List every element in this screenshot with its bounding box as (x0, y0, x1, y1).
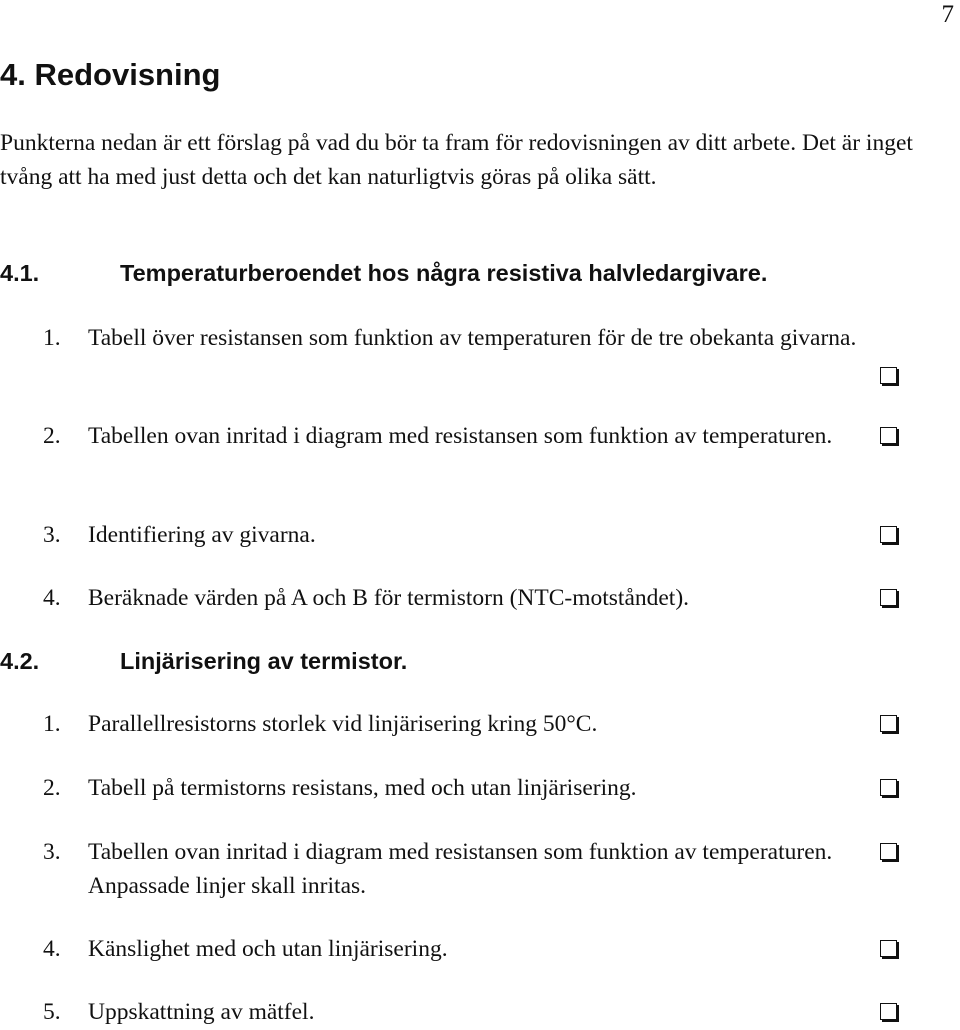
item-text: Tabell på termistorns resistans, med och utan linjärisering. (88, 775, 637, 801)
subsection-number: 4.1. (0, 260, 40, 286)
item-number: 1. (43, 711, 61, 737)
checkbox-icon[interactable] (880, 427, 897, 444)
item-text: Tabell över resistansen som funktion av temperaturen för de tre obekanta givarna. (88, 325, 857, 351)
item-number: 5. (43, 999, 61, 1025)
checkbox-icon[interactable] (880, 940, 897, 957)
item-text: Beräknade värden på A och B för termistorn (NTC-motståndet). (88, 585, 690, 611)
item-number: 3. (43, 839, 61, 865)
checkbox-icon[interactable] (880, 715, 897, 732)
checkbox-icon[interactable] (880, 367, 897, 384)
page-number: 7 (941, 1, 954, 28)
checkbox-icon[interactable] (880, 843, 897, 860)
item-number: 3. (43, 522, 61, 548)
item-text: Tabellen ovan inritad i diagram med resistansen som funktion av temperaturen. (88, 423, 833, 449)
checkbox-icon[interactable] (880, 589, 897, 606)
checkbox-icon[interactable] (880, 1003, 897, 1020)
item-number: 4. (43, 585, 61, 611)
item-text: Parallellresistorns storlek vid linjärisering kring 50°C. (88, 711, 598, 737)
item-number: 1. (43, 325, 61, 351)
subsection-number: 4.2. (0, 648, 40, 674)
subsection-title: Temperaturberoendet hos några resistiva halvledargivare. (120, 260, 768, 286)
section-heading: 4. Redovisning (0, 57, 221, 92)
item-number: 2. (43, 775, 61, 801)
item-text: Känslighet med och utan linjärisering. (88, 936, 448, 962)
item-text: Identifiering av givarna. (88, 522, 316, 548)
item-text: Tabellen ovan inritad i diagram med resistansen som funktion av temperaturen. Anpassade linjer skall inritas. (88, 839, 833, 899)
item-text: Uppskattning av mätfel. (88, 999, 315, 1025)
item-number: 4. (43, 936, 61, 962)
intro-paragraph: Punkterna nedan är ett förslag på vad du bör ta fram för redovisningen av ditt arbete. Det är inget tvång att ha med just detta och det kan naturligtvis göras på olika sätt. (0, 130, 913, 190)
checkbox-icon[interactable] (880, 526, 897, 543)
subsection-title: Linjärisering av termistor. (120, 648, 408, 674)
checkbox-icon[interactable] (880, 779, 897, 796)
item-number: 2. (43, 423, 61, 449)
